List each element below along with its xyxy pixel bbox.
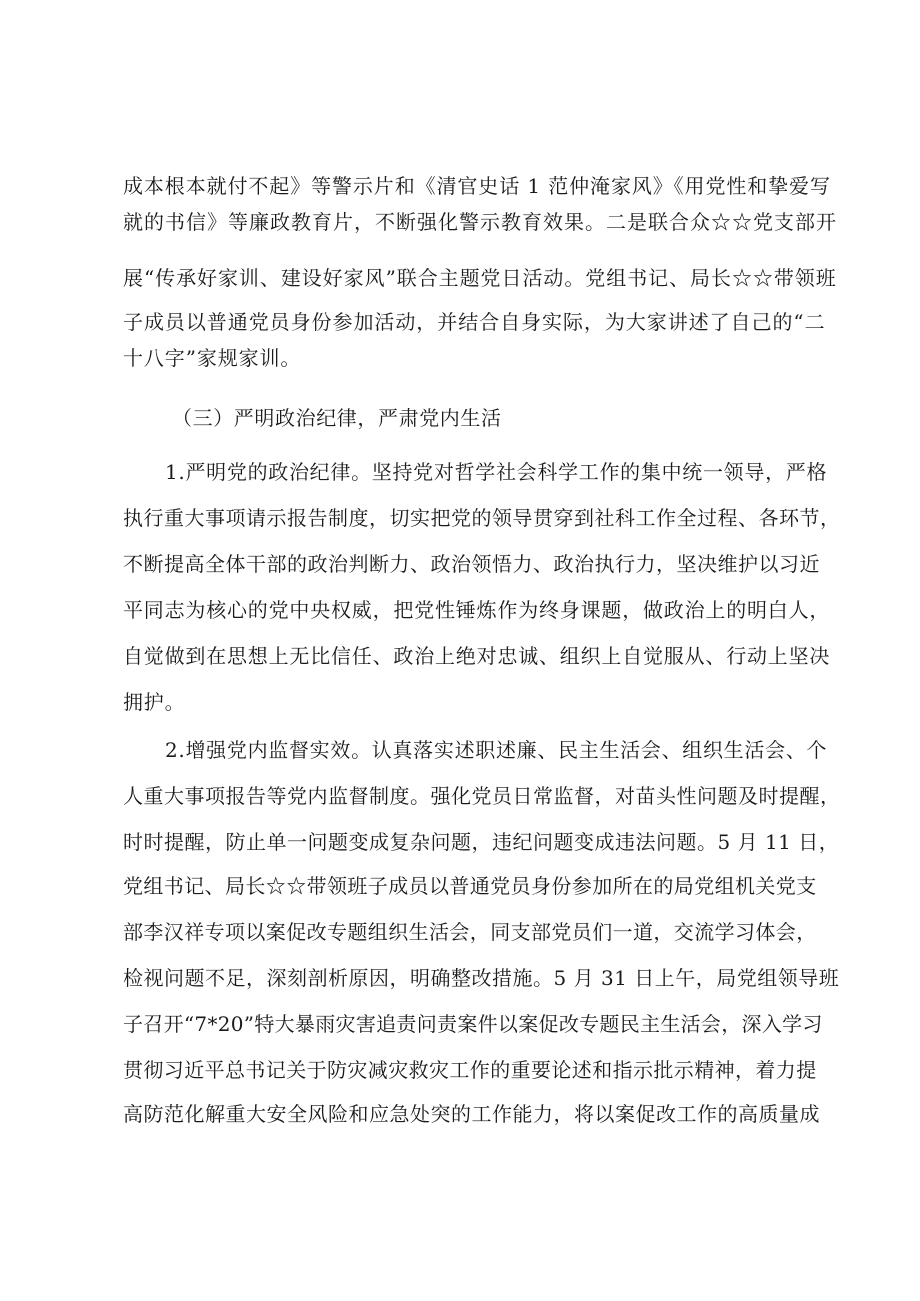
intro-line-4: 子成员以普通党员身份参加活动，并结合自身实际，为大家讲述了自己的“二 (123, 310, 826, 334)
paragraph-1-line-5: 自觉做到在思想上无比信任、政治上绝对忠诚、组织上自觉服从、行动上坚决 (123, 644, 831, 668)
intro-line-1: 成本根本就付不起》等警示片和《清官史话 1 范仲淹家风》《用党性和挚爱写 (123, 174, 831, 198)
intro-line-3: 展“传承好家训、建设好家风”联合主题党日活动。党组书记、局长☆☆带领班 (123, 266, 837, 290)
paragraph-2-line-6: 检视问题不足，深刻剖析原因，明确整改措施。5 月 31 日上午，局党组领导班 (123, 966, 840, 990)
paragraph-2-line-8: 贯彻习近平总书记关于防灾减灾救灾工作的重要论述和指示批示精神，着力提 (123, 1058, 817, 1082)
intro-line-5: 十八字”家规家训。 (123, 346, 302, 370)
paragraph-2-line-9: 高防范化解重大安全风险和应急处突的工作能力，将以案促改工作的高质量成 (123, 1102, 820, 1126)
paragraph-1-line-1: 1.严明党的政治纪律。坚持党对哲学社会科学工作的集中统一领导，严格 (165, 460, 828, 484)
paragraph-2-line-5: 部李汉祥专项以案促改专题组织生活会，同支部党员们一道，交流学习体会， (123, 920, 817, 944)
section-heading: （三）严明政治纪律，严肃党内生活 (172, 406, 502, 430)
paragraph-1-line-6: 拥护。 (123, 690, 186, 714)
intro-line-2: 就的书信》等廉政教育片，不断强化警示教育效果。二是联合众☆☆党支部开 (123, 210, 837, 234)
paragraph-1-line-2: 执行重大事项请示报告制度，切实把党的领导贯穿到社科工作全过程、各环节， (123, 506, 841, 530)
paragraph-1-line-4: 平同志为核心的党中央权威，把党性锤炼作为终身课题，做政治上的明白人， (123, 598, 831, 622)
paragraph-2-line-3: 时时提醒，防止单一问题变成复杂问题，违纪问题变成违法问题。5 月 11 日， (123, 830, 840, 854)
paragraph-2-line-1: 2.增强党内监督实效。认真落实述职述廉、民主生活会、组织生活会、个 (165, 738, 828, 762)
paragraph-2-line-2: 人重大事项报告等党内监督制度。强化党员日常监督，对苗头性问题及时提醒， (123, 784, 841, 808)
paragraph-1-line-3: 不断提高全体干部的政治判断力、政治领悟力、政治执行力，坚决维护以习近 (123, 552, 820, 576)
paragraph-2-line-7: 子召开“7*20”特大暴雨灾害追责问责案件以案促改专题民主生活会，深入学习 (123, 1012, 823, 1036)
paragraph-2-line-4: 党组书记、局长☆☆带领班子成员以普通党员身份参加所在的局党组机关党支 (123, 874, 817, 898)
